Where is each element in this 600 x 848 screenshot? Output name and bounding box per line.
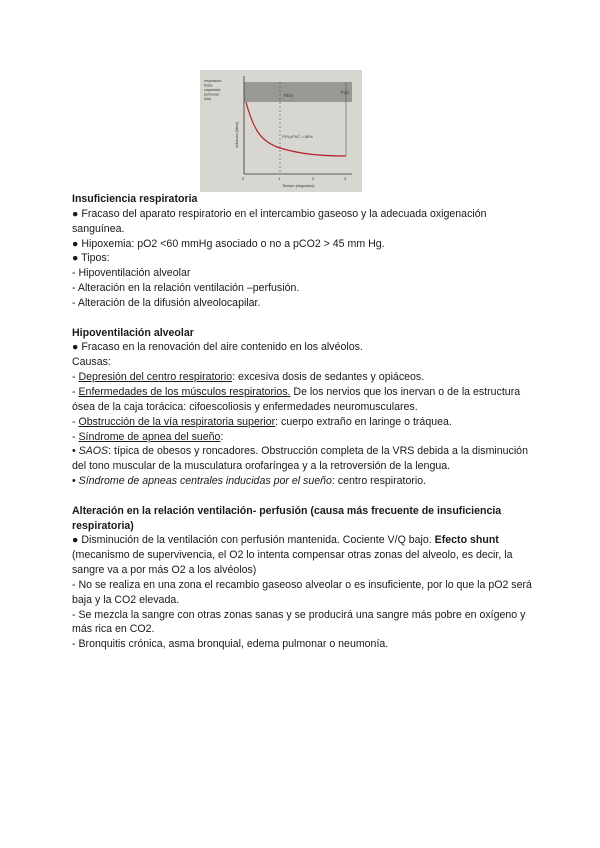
- x-tick-0: 0: [242, 176, 245, 181]
- cause-item: - Síndrome de apnea del sueño:: [72, 430, 224, 443]
- band-label-5: total: [204, 97, 211, 101]
- text-run: ● Disminución de la ventilación con perfusión mantenida. Cociente V/Q bajo.: [72, 534, 435, 547]
- paragraph-line: - Hipoventilación alveolar: [72, 267, 191, 280]
- sub-item: • SAOS: típica de obesos y roncadores. Obstrucción completa de la VRS debida a la disminución del tono muscular de la musculatura orofaríngea y a la retroversión de la lengua.: [72, 445, 528, 473]
- capacity-band: [244, 82, 352, 102]
- document-text: [72, 192, 532, 652]
- paragraph-line: - Se mezcla la sangre con otras zonas sanas y se producirá una sangre más pobre en oxígeno y más rica en CO2.: [72, 608, 526, 636]
- cause-item: - Obstrucción de la vía respiratoria superior: cuerpo extraño en laringe o tráquea.: [72, 415, 452, 428]
- paragraph-line: - No se realiza en una zona el recambio gaseoso alveolar o es insuficiente, por lo que la pO2 será baja y la CO2 elevada.: [72, 578, 532, 606]
- sub-item-term: SAOS: [78, 445, 109, 458]
- paragraph-line: [72, 533, 532, 578]
- cause-description: De los nervios que los inervan o de la estructura ósea de la caja torácica: cifoescoliosis y enfermedades neuromusculares.: [72, 385, 521, 413]
- spirometry-chart: [200, 70, 362, 192]
- x-tick-1: 1: [278, 176, 281, 181]
- band-label-4: pulmonar: [204, 92, 219, 97]
- cause-item: - Depresión del centro respiratorio: excesiva dosis de sedantes y opiáceos.: [72, 371, 425, 384]
- band-label-1: Inspiración: [204, 79, 222, 83]
- band-label-2: física: [204, 83, 213, 88]
- paragraph-line: ● Fracaso del aparato respiratorio en el intercambio gaseoso y la adecuada oxigenación sanguínea.: [72, 207, 487, 235]
- cause-term: Obstrucción de la vía respiratoria superior: [78, 415, 276, 428]
- cause-term: Síndrome de apnea del sueño: [78, 430, 221, 443]
- fev1-label: FEV₁: [284, 93, 294, 98]
- spacer: [72, 311, 532, 326]
- paragraph-line: ● Tipos:: [72, 252, 110, 265]
- paragraph-line: ● Hipoxemia: pO2 <60 mmHg asociado o no a pCO2 > 45 mm Hg.: [72, 237, 385, 250]
- paragraph-line: Causas:: [72, 356, 111, 369]
- x-tick-2: 2: [312, 176, 315, 181]
- sub-item-description: : centro respiratorio.: [331, 475, 427, 488]
- y-axis-label: Volumen (litros): [235, 121, 239, 148]
- text-run: (mecanismo de supervivencia, el O2 lo intenta compensar otras zonas del alveolo, es decir, la sangre va a por más O2 a los alvéolos): [72, 549, 513, 577]
- section-heading: Hipoventilación alveolar: [72, 326, 194, 339]
- cause-description: :: [220, 430, 224, 443]
- sub-item: • Síndrome de apneas centrales inducidas por el sueño: centro respiratorio.: [72, 475, 427, 488]
- x-tick-3: 3: [344, 176, 347, 181]
- ratio-label: FEV₁/FVC = 80%: [282, 134, 313, 139]
- sub-item-description: : típica de obesos y roncadores. Obstrucción completa de la VRS debida a la disminución del tono muscular de la musculatura orofaríngea y a la retroversión de la lengua.: [72, 445, 528, 473]
- bold-term: Efecto shunt: [434, 534, 499, 547]
- spacer: [72, 489, 532, 504]
- cause-term: Depresión del centro respiratorio: [78, 371, 233, 384]
- section-heading: Insuficiencia respiratoria: [72, 193, 198, 205]
- paragraph-line: - Alteración en la relación ventilación –perfusión.: [72, 282, 300, 295]
- paragraph-line: ● Fracaso en la renovación del aire contenido en los alvéolos.: [72, 341, 363, 354]
- section-heading: Alteración en la relación ventilación- perfusión (causa más frecuente de insuficiencia respiratoria): [72, 504, 502, 532]
- cause-item: - Enfermedades de los músculos respiratorios. De los nervios que los inervan o de la estructura ósea de la caja torácica: cifoescoliosis y enfermedades neuromusculares.: [72, 385, 521, 413]
- cause-description: : excesiva dosis de sedantes y opiáceos.: [232, 371, 425, 384]
- cause-description: : cuerpo extraño en laringe o tráquea.: [275, 415, 452, 428]
- x-axis-label: Tiempo (segundos): [282, 184, 315, 188]
- fvc-label: FVC: [341, 90, 350, 95]
- sub-item-term: Síndrome de apneas centrales inducidas por el sueño: [78, 475, 332, 488]
- band-label-3: capacidad: [204, 88, 221, 92]
- paragraph-line: - Bronquitis crónica, asma bronquial, edema pulmonar o neumonía.: [72, 638, 389, 651]
- spirometry-figure: [200, 70, 362, 192]
- cause-term: Enfermedades de los músculos respiratorios.: [78, 385, 291, 398]
- paragraph-line: - Alteración de la difusión alveolocapilar.: [72, 296, 261, 309]
